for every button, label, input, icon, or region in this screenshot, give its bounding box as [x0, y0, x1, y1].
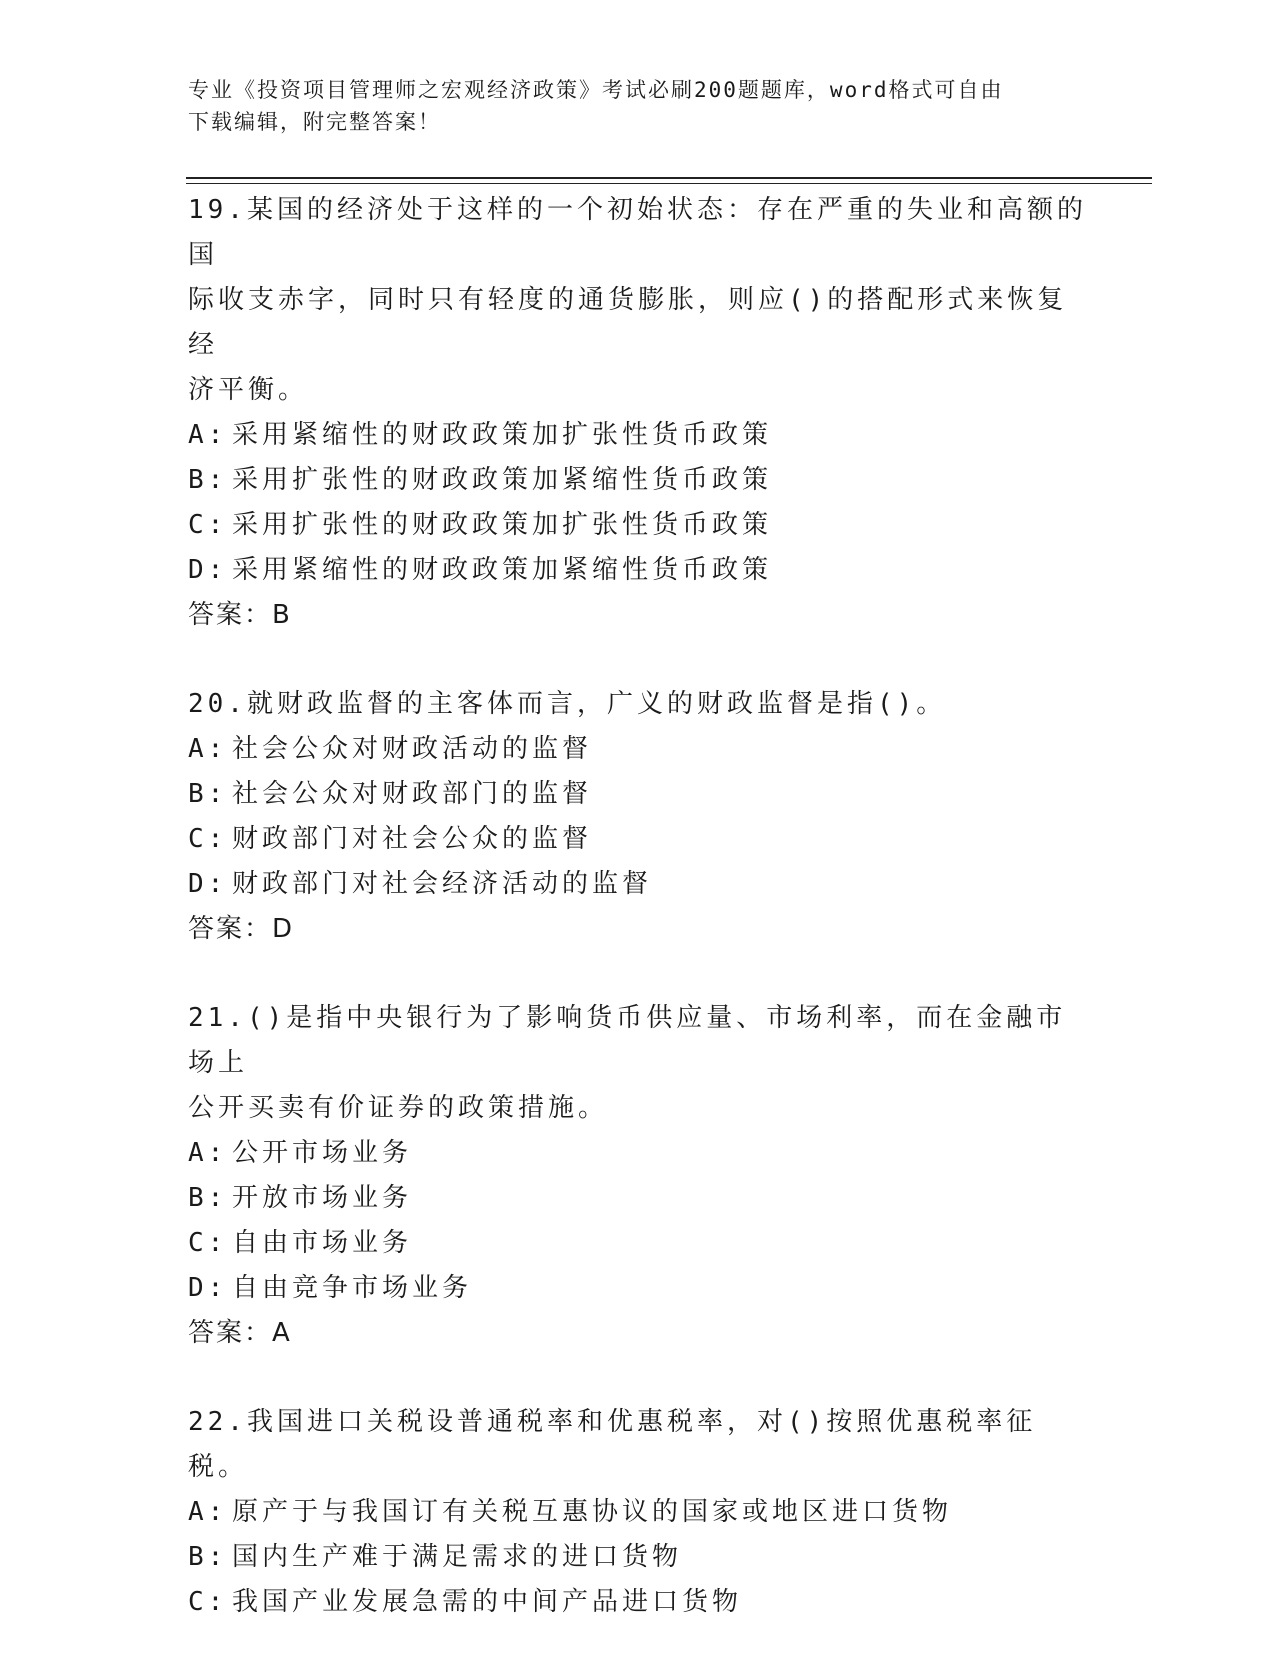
option-text: 开放市场业务: [232, 1183, 413, 1213]
question-text-line: 21.()是指中央银行为了影响货币供应量、市场利率，而在金融市场上: [188, 1003, 1067, 1078]
option-text: 采用扩张性的财政政策加紧缩性货币政策: [232, 465, 773, 495]
question-text-line: 19.某国的经济处于这样的一个初始状态：存在严重的失业和高额的国: [188, 195, 1087, 270]
option-letter: D:: [188, 869, 228, 899]
question-text-line: 22.我国进口关税设普通税率和优惠税率，对()按照优惠税率征税。: [188, 1407, 1037, 1482]
option-letter: D:: [188, 555, 228, 585]
option-c: [188, 503, 1088, 548]
question-19: [188, 188, 1088, 638]
option-text: 采用紧缩性的财政政策加紧缩性货币政策: [232, 555, 773, 585]
option-b: [188, 1535, 1088, 1580]
option-a: [188, 1490, 1088, 1535]
question-20: [188, 682, 1088, 952]
option-a: [188, 413, 1088, 458]
answer-line: 答案：B: [188, 600, 292, 630]
question-list: [188, 188, 1088, 1669]
option-text: 我国产业发展急需的中间产品进口货物: [232, 1587, 743, 1617]
answer-line: 答案：A: [188, 1318, 292, 1348]
answer-line: 答案：D: [188, 914, 295, 944]
option-d: [188, 862, 1088, 907]
option-text: 采用扩张性的财政政策加扩张性货币政策: [232, 510, 773, 540]
header-rule-thick: [186, 177, 1152, 179]
option-letter: A:: [188, 420, 228, 450]
option-letter: B:: [188, 779, 228, 809]
option-letter: C:: [188, 1228, 228, 1258]
option-d: [188, 548, 1088, 593]
question-text-line: 公开买卖有价证券的政策措施。: [188, 1093, 609, 1123]
option-c: [188, 1580, 1088, 1625]
option-a: [188, 1131, 1088, 1176]
question-text-line: 济平衡。: [188, 375, 309, 405]
header-line-1: 专业《投资项目管理师之宏观经济政策》考试必刷200题题库，word格式可自由: [188, 78, 1004, 102]
option-b: [188, 1176, 1088, 1221]
option-letter: B:: [188, 1542, 228, 1572]
option-letter: B:: [188, 1183, 228, 1213]
option-text: 国内生产难于满足需求的进口货物: [232, 1542, 683, 1572]
option-b: [188, 772, 1088, 817]
option-text: 自由市场业务: [232, 1228, 413, 1258]
option-text: 社会公众对财政部门的监督: [232, 779, 593, 809]
header-line-2: 下载编辑，附完整答案！: [188, 110, 441, 134]
question-text-line: 际收支赤字，同时只有轻度的通货膨胀，则应()的搭配形式来恢复经: [188, 285, 1068, 360]
option-letter: D:: [188, 1273, 228, 1303]
option-text: 社会公众对财政活动的监督: [232, 734, 593, 764]
option-text: 财政部门对社会经济活动的监督: [232, 869, 653, 899]
option-text: 公开市场业务: [232, 1138, 413, 1168]
option-letter: A:: [188, 1138, 228, 1168]
question-22: [188, 1400, 1088, 1625]
option-letter: C:: [188, 824, 228, 854]
question-21: [188, 996, 1088, 1356]
option-text: 原产于与我国订有关税互惠协议的国家或地区进口货物: [232, 1497, 953, 1527]
option-letter: C:: [188, 510, 228, 540]
option-d: [188, 1266, 1088, 1311]
option-letter: C:: [188, 1587, 228, 1617]
option-text: 财政部门对社会公众的监督: [232, 824, 593, 854]
option-text: 自由竞争市场业务: [232, 1273, 473, 1303]
option-b: [188, 458, 1088, 503]
header-rule-thin: [186, 183, 1152, 184]
option-letter: A:: [188, 1497, 228, 1527]
option-letter: A:: [188, 734, 228, 764]
option-a: [188, 727, 1088, 772]
option-letter: B:: [188, 465, 228, 495]
option-c: [188, 1221, 1088, 1266]
question-text-line: 20.就财政监督的主客体而言，广义的财政监督是指()。: [188, 689, 947, 719]
option-text: 采用紧缩性的财政政策加扩张性货币政策: [232, 420, 773, 450]
option-c: [188, 817, 1088, 862]
document-header: [188, 74, 1068, 138]
